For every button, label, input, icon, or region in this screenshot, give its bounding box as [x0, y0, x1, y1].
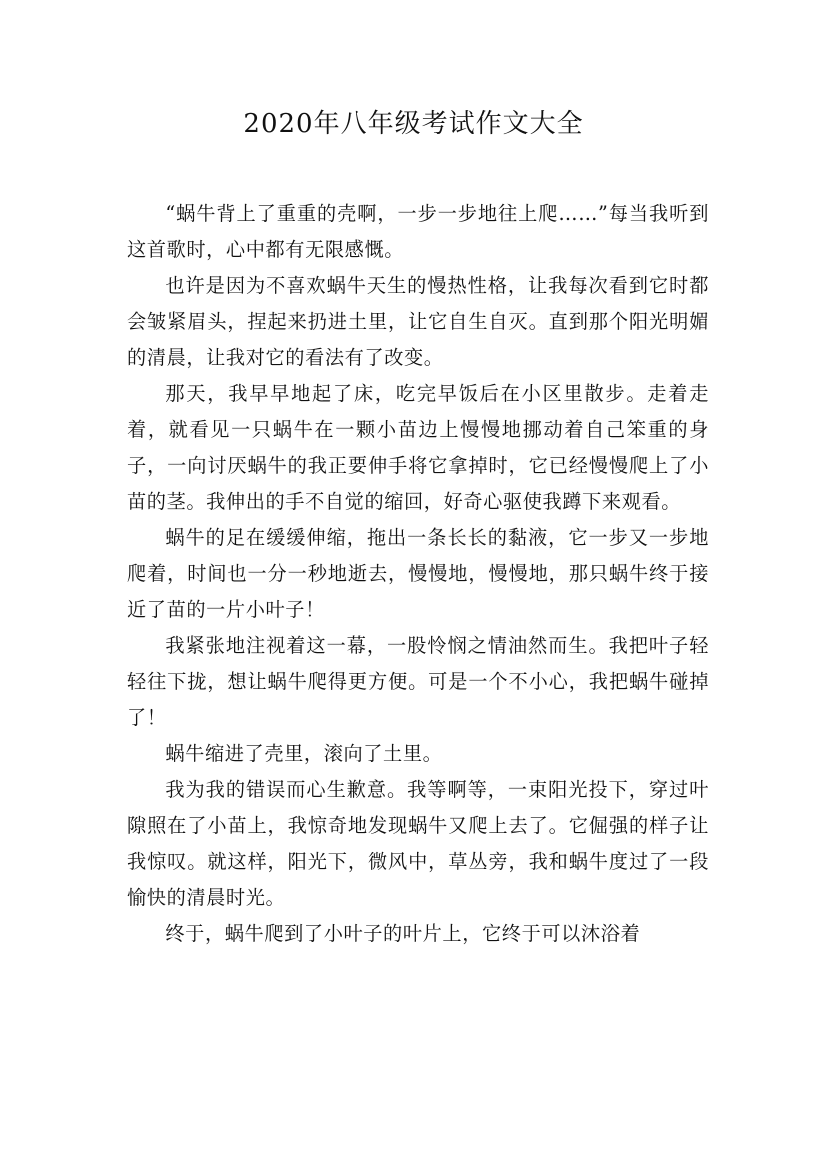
document-body: [127, 196, 709, 952]
paragraph: 那天，我早早地起了床，吃完早饭后在小区里散步。走着走着，就看见一只蜗牛在一颗小苗边上慢慢地挪动着自己笨重的身子，一向讨厌蜗牛的我正要伸手将它拿掉时，它已经慢慢爬上了小苗的茎。我伸出的手不自觉的缩回，好奇心驱使我蹲下来观看。: [127, 382, 709, 513]
paragraph: 我为我的错误而心生歉意。我等啊等，一束阳光投下，穿过叶隙照在了小苗上，我惊奇地发现蜗牛又爬上去了。它倔强的样子让我惊叹。就这样，阳光下，微风中，草丛旁，我和蜗牛度过了一段愉快的清晨时光。: [127, 778, 709, 909]
paragraph: 蜗牛缩进了壳里，滚向了土里。: [165, 742, 443, 765]
paragraph: “蜗牛背上了重重的壳啊，一步一步地往上爬……”每当我听到这首歌时，心中都有无限感慨。: [127, 202, 709, 261]
document-title: 2020年八年级考试作文大全: [243, 109, 584, 139]
paragraph: 终于，蜗牛爬到了小叶子的叶片上，它终于可以沐浴着: [165, 922, 641, 945]
paragraph: 我紧张地注视着这一幕，一股怜悯之情油然而生。我把叶子轻轻往下拢，想让蜗牛爬得更方便。可是一个不小心，我把蜗牛碰掉了！: [127, 634, 709, 729]
paragraph: 也许是因为不喜欢蜗牛天生的慢热性格，让我每次看到它时都会皱紧眉头，捏起来扔进土里，让它自生自灭。直到那个阳光明媚的清晨，让我对它的看法有了改变。: [127, 274, 709, 369]
paragraph: 蜗牛的足在缓缓伸缩，拖出一条长长的黏液，它一步又一步地爬着，时间也一分一秒地逝去，慢慢地，慢慢地，那只蜗牛终于接近了苗的一片小叶子！: [127, 526, 709, 621]
